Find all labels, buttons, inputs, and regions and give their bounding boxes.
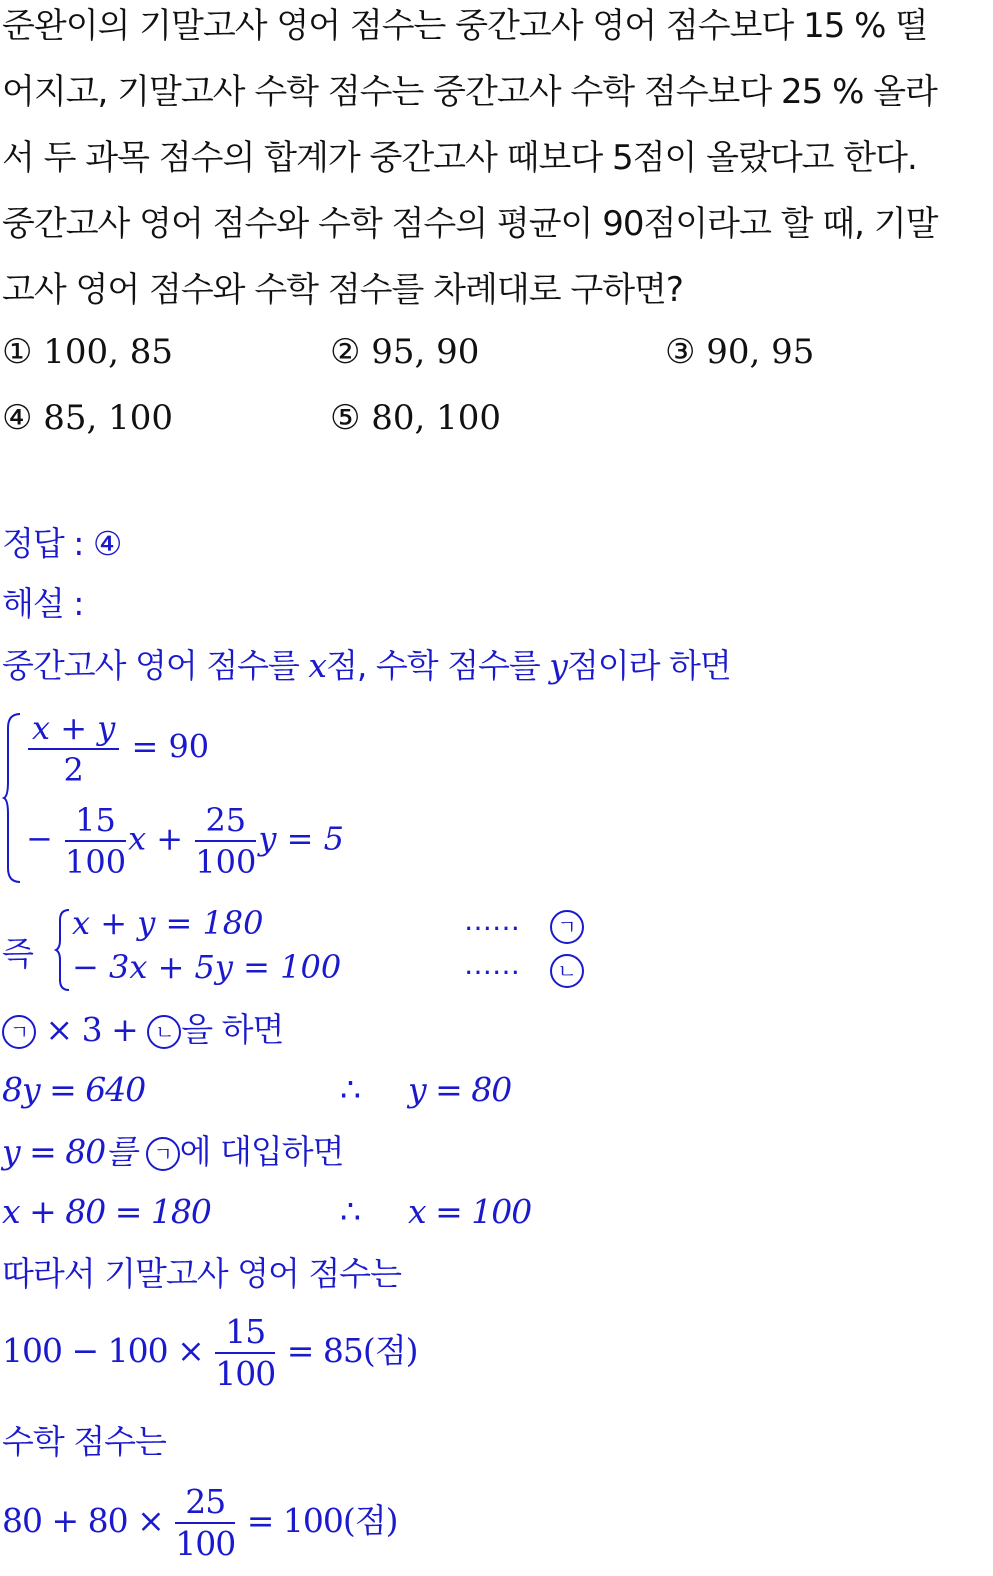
english-calc bbox=[2, 1312, 418, 1394]
eq1-rhs: = 90 bbox=[131, 727, 210, 766]
system-1 bbox=[2, 708, 422, 888]
choice-5[interactable]: ⑤ 80, 100 bbox=[330, 398, 502, 438]
english-calc-rhs: = 85(점) bbox=[286, 1331, 418, 1370]
combine-mark-2: ㄴ bbox=[147, 1015, 181, 1049]
system-2 bbox=[2, 904, 622, 996]
choice-2[interactable]: ② 95, 90 bbox=[330, 332, 480, 372]
eq2-frac1-numerator: 15 bbox=[65, 800, 126, 842]
eq2-fraction-1 bbox=[65, 800, 126, 882]
eq1-numerator: x + y bbox=[28, 708, 119, 750]
step-x: x = 100 bbox=[408, 1192, 532, 1231]
math-calc-denominator: 100 bbox=[175, 1524, 236, 1563]
eq2-mid: x + bbox=[128, 819, 184, 858]
eq2-frac2-numerator: 25 bbox=[195, 800, 256, 842]
english-calc-fraction bbox=[215, 1312, 275, 1394]
sys2-eq2: − 3x + 5y = 100 bbox=[72, 948, 342, 986]
choice-3[interactable]: ③ 90, 95 bbox=[665, 332, 815, 372]
combine-mark-1: ㄱ bbox=[2, 1015, 36, 1049]
therefore-2: ∴ bbox=[340, 1192, 360, 1231]
intro-text-b: 점, 수학 점수를 bbox=[326, 646, 550, 685]
subst-mark: ㄱ bbox=[146, 1137, 180, 1171]
subst-a: y = 80를 bbox=[2, 1132, 146, 1171]
english-intro: 따라서 기말고사 영어 점수는 bbox=[2, 1254, 402, 1293]
math-calc-fraction bbox=[175, 1482, 235, 1564]
answer-line: 정답 : ④ bbox=[2, 524, 122, 563]
subst-b: 에 대입하면 bbox=[179, 1132, 344, 1171]
choice-4[interactable]: ④ 85, 100 bbox=[2, 398, 174, 438]
question-line-5: 고사 영어 점수와 수학 점수를 차례대로 구하면? bbox=[2, 270, 683, 310]
math-calc-rhs: = 100(점) bbox=[246, 1501, 398, 1540]
eq2-frac1-denominator: 100 bbox=[64, 843, 127, 881]
sys2-eq1: x + y = 180 bbox=[72, 904, 264, 942]
intro-text-c: 점이라 하면 bbox=[566, 646, 731, 685]
english-calc-lhs: 100 − 100 × bbox=[2, 1331, 204, 1370]
sys2-dots-2: …… bbox=[464, 948, 520, 981]
left-brace-icon-2 bbox=[54, 908, 72, 992]
english-calc-denominator: 100 bbox=[215, 1354, 276, 1393]
step-8y: 8y = 640 bbox=[2, 1070, 146, 1109]
step-y: y = 80 bbox=[408, 1070, 512, 1109]
eq2-rhs: y = 5 bbox=[258, 819, 344, 858]
intro-text-a: 중간고사 영어 점수를 bbox=[2, 646, 309, 685]
math-intro: 수학 점수는 bbox=[2, 1422, 166, 1461]
intro-var-y: y bbox=[549, 646, 567, 685]
subst-line bbox=[2, 1130, 344, 1174]
sys2-prefix: 즉 bbox=[2, 934, 34, 973]
explanation-label: 해설 : bbox=[2, 584, 84, 623]
combine-mid: × 3 + bbox=[45, 1010, 138, 1049]
eq2-fraction-2 bbox=[195, 800, 256, 882]
step-x80: x + 80 = 180 bbox=[2, 1192, 211, 1231]
choice-1[interactable]: ① 100, 85 bbox=[2, 332, 174, 372]
left-brace-icon bbox=[2, 712, 24, 884]
question-line-1: 준완이의 기말고사 영어 점수는 중간고사 영어 점수보다 15 % 떨 bbox=[2, 6, 928, 46]
math-calc-numerator: 25 bbox=[175, 1482, 235, 1524]
question-line-3: 서 두 과목 점수의 합계가 중간고사 때보다 5점이 올랐다고 한다. bbox=[2, 138, 917, 178]
math-calc bbox=[2, 1482, 398, 1564]
sys2-mark-2: ㄴ bbox=[550, 954, 584, 988]
math-calc-lhs: 80 + 80 × bbox=[2, 1501, 164, 1540]
question-line-4: 중간고사 영어 점수와 수학 점수의 평균이 90점이라고 할 때, 기말 bbox=[2, 204, 938, 244]
combine-tail: 을 하면 bbox=[181, 1010, 284, 1049]
eq2-minus: − bbox=[26, 819, 53, 858]
intro-var-x: x bbox=[308, 646, 326, 685]
combine-line bbox=[2, 1008, 283, 1052]
eq1-fraction bbox=[28, 708, 119, 790]
english-calc-numerator: 15 bbox=[215, 1312, 275, 1354]
sys2-dots-1: …… bbox=[464, 904, 520, 937]
intro-line bbox=[2, 644, 731, 688]
eq2-frac2-denominator: 100 bbox=[195, 843, 257, 881]
eq1-denominator: 2 bbox=[63, 751, 84, 789]
sys2-mark-1: ㄱ bbox=[550, 910, 584, 944]
therefore-1: ∴ bbox=[340, 1070, 360, 1109]
question-line-2: 어지고, 기말고사 수학 점수는 중간고사 수학 점수보다 25 % 올라 bbox=[2, 72, 937, 112]
